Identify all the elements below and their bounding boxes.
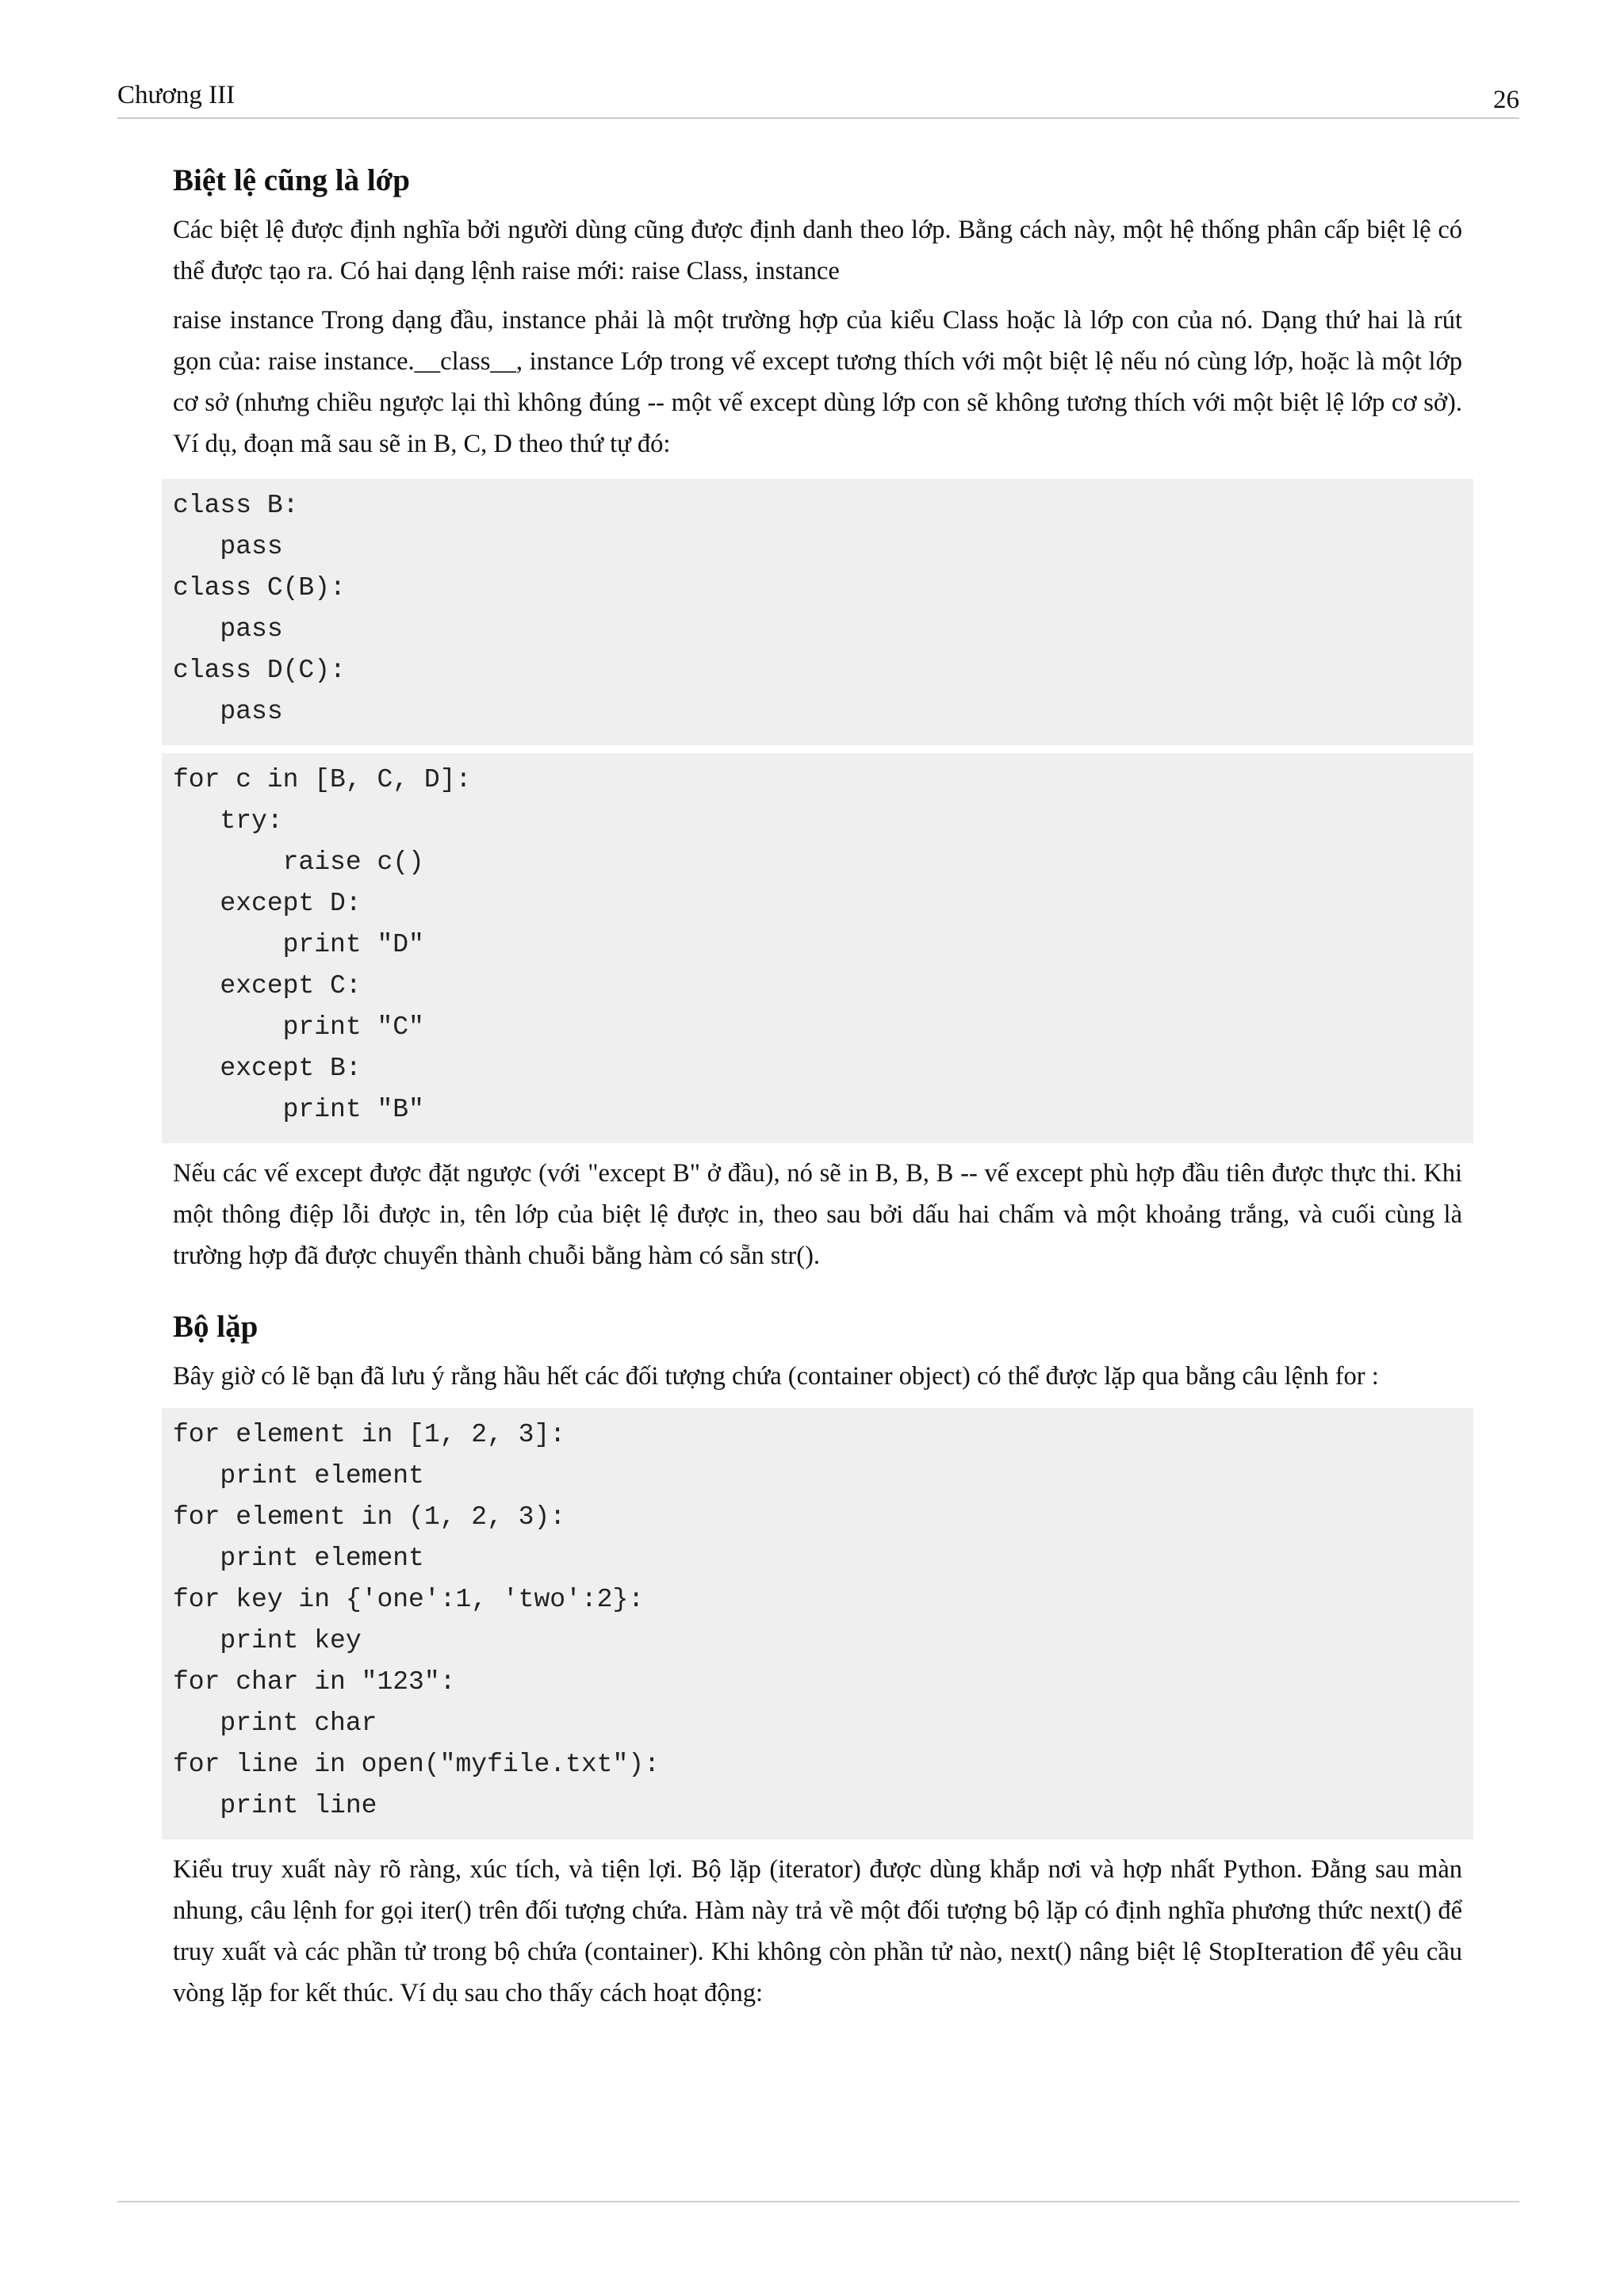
section-title-exceptions: Biệt lệ cũng là lớp xyxy=(173,163,410,197)
code-line: pass xyxy=(173,532,283,561)
code-line: for c in [B, C, D]: xyxy=(173,765,472,794)
code-line: for key in {'one':1, 'two':2}: xyxy=(173,1585,645,1614)
code-line: print "C" xyxy=(173,1012,424,1042)
code-line: except D: xyxy=(173,889,362,918)
code-block-loop xyxy=(162,753,1473,1143)
code-line: class D(C): xyxy=(173,656,346,685)
code-line: pass xyxy=(173,614,283,644)
code-block-iterators xyxy=(162,1408,1473,1839)
paragraph-exceptions-after: Nếu các vế except được đặt ngược (với "except B" ở đầu), nó sẽ in B, B, B -- vế except phù hợp đầu tiên được thực thi. Khi một thông điệp lỗi được in, tên lớp của biệt lệ được in, theo sau bởi dấu hai chấm và một khoảng trắng, và cuối cùng là trường hợp đã được chuyển thành chuỗi bằng hàm có sẵn str(). xyxy=(173,1159,1462,1270)
code-line: print "B" xyxy=(173,1095,424,1124)
code-line: raise c() xyxy=(173,848,424,877)
page-content xyxy=(173,159,1462,2014)
code-line: print element xyxy=(173,1461,424,1490)
code-line: print char xyxy=(173,1709,377,1738)
code-line: print element xyxy=(173,1544,424,1573)
paragraph-iterators-intro: Bây giờ có lẽ bạn đã lưu ý rằng hầu hết các đối tượng chứa (container object) có thể được lặp qua bằng câu lệnh for : xyxy=(173,1362,1379,1391)
code-block-classes xyxy=(162,479,1473,745)
code-line: try: xyxy=(173,806,283,836)
code-line: for element in [1, 2, 3]: xyxy=(173,1420,566,1449)
code-line: class C(B): xyxy=(173,573,346,603)
code-line: pass xyxy=(173,697,283,726)
paragraph-exceptions-body: raise instance Trong dạng đầu, instance phải là một trường hợp của kiểu Class hoặc là lớp con của nó. Dạng thứ hai là rút gọn của: raise instance.__class__, instance Lớp trong vế except tương thích với một biệt lệ nếu nó cùng lớp, hoặc là một lớp cơ sở (nhưng chiều ngược lại thì không đúng -- một vế except dùng lớp con sẽ không tương thích với một biệt lệ lớp cơ sở). Ví dụ, đoạn mã sau sẽ in B, C, D theo thứ tự đó: xyxy=(173,306,1462,458)
code-line: print key xyxy=(173,1626,362,1655)
page-number: 26 xyxy=(1493,86,1519,114)
section-title-iterators: Bộ lặp xyxy=(173,1310,259,1344)
code-line: print line xyxy=(173,1791,377,1820)
code-line: for char in "123": xyxy=(173,1667,456,1697)
code-line: for line in open("myfile.txt"): xyxy=(173,1750,660,1779)
footer-divider xyxy=(117,2201,1519,2202)
code-line: except C: xyxy=(173,971,362,1001)
code-line: class B: xyxy=(173,491,299,520)
paragraph-exceptions-intro: Các biệt lệ được định nghĩa bởi người dùng cũng được định danh theo lớp. Bằng cách này, một hệ thống phân cấp biệt lệ có thể được tạo ra. Có hai dạng lệnh raise mới: raise Class, instance xyxy=(173,216,1462,285)
page-header xyxy=(117,76,1519,119)
code-line: print "D" xyxy=(173,930,424,959)
code-line: for element in (1, 2, 3): xyxy=(173,1502,566,1532)
code-line: except B: xyxy=(173,1054,362,1083)
paragraph-iterators-after: Kiểu truy xuất này rõ ràng, xúc tích, và tiện lợi. Bộ lặp (iterator) được dùng khắp nơi và hợp nhất Python. Đằng sau màn nhung, câu lệnh for gọi iter() trên đối tượng chứa. Hàm này trả về một đối tượng bộ lặp có định nghĩa phương thức next() để truy xuất và các phần tử trong bộ chứa (container). Khi không còn phần tử nào, next() nâng biệt lệ StopIteration để yêu cầu vòng lặp for kết thúc. Ví dụ sau cho thấy cách hoạt động: xyxy=(173,1855,1462,2007)
chapter-label: Chương III xyxy=(117,81,236,109)
